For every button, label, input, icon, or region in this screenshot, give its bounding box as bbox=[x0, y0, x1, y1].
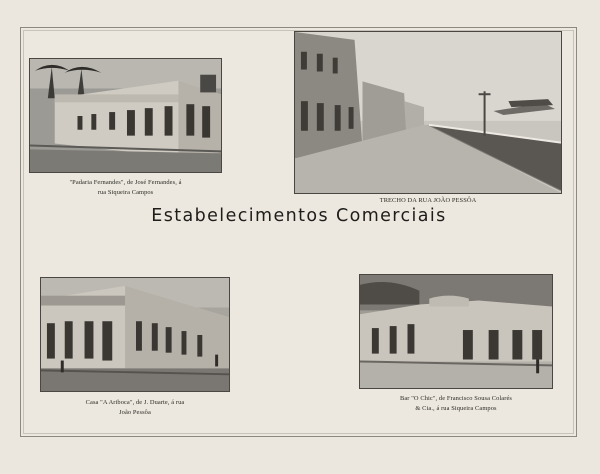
photo-padaria-fernandes bbox=[29, 58, 222, 173]
caption-padaria-fernandes bbox=[29, 178, 222, 198]
caption-line: & Cia., á rua Siqueira Campos bbox=[415, 405, 497, 412]
caption-line: rua Siqueira Campos bbox=[97, 189, 154, 196]
page-title: Estabelecimentos Comerciais bbox=[151, 206, 447, 226]
photo-casa-a-ariboca bbox=[40, 277, 230, 392]
caption-line: "Padaria Fernandes", de José Fernandes, á bbox=[69, 179, 182, 186]
caption-trecho-rua-joao-pessoa bbox=[294, 196, 562, 206]
caption-line: TRECHO DA RUA JOÃO PESSÔA bbox=[379, 197, 477, 204]
caption-line: João Pessôa bbox=[119, 409, 151, 416]
photo-trecho-rua-joao-pessoa bbox=[294, 31, 562, 194]
caption-line: Bar "O Chic", de Francisco Sousa Colarés bbox=[400, 395, 512, 402]
caption-casa-a-ariboca bbox=[40, 398, 230, 418]
photo-bar-o-chic bbox=[359, 274, 553, 389]
caption-line: Casa "A Ariboca", de J. Duarte, á rua bbox=[85, 399, 185, 406]
caption-bar-o-chic bbox=[349, 394, 563, 414]
